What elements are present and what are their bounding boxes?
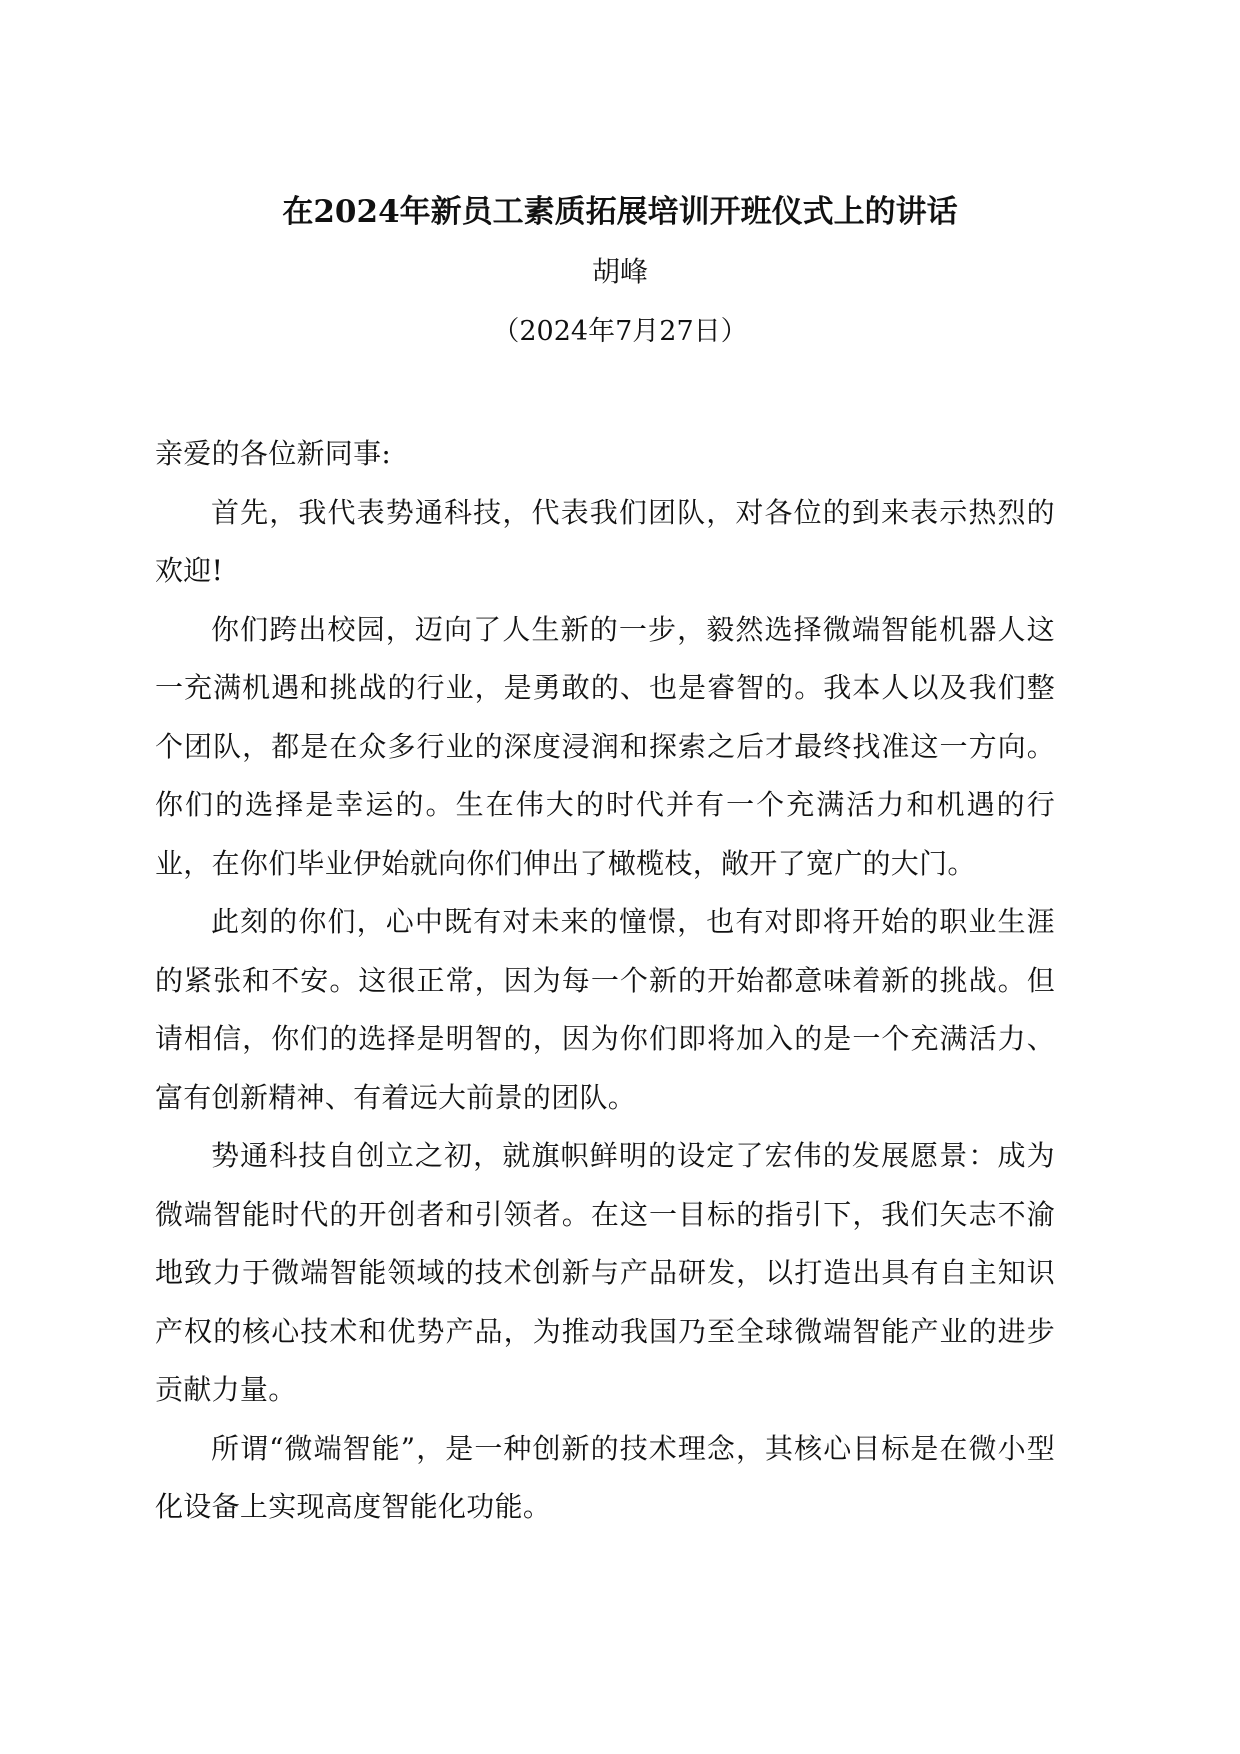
salutation: 亲爱的各位新同事: <box>155 437 392 470</box>
speaker-name: 胡峰 <box>591 255 648 288</box>
speech-date: （2024年7月27日） <box>492 316 748 347</box>
paragraph-choice: 你们跨出校园，迈向了人生新的一步，毅然选择微端智能机器人这一充满机遇和挑战的行业，是勇敢的、也是睿智的。我本人以及我们整个团队，都是在众多行业的深度浸润和探索之后才最终找准这一方向。你们的选择是幸运的。生在伟大的时代并有一个充满活力和机遇的行业，在你们毕业伊始就向你们伸出了橄榄枝，敞开了宽广的大门。 <box>155 612 1055 880</box>
paragraph-welcome: 首先，我代表势通科技，代表我们团队，对各位的到来表示热烈的欢迎! <box>155 495 1055 587</box>
paragraph-definition: 所谓“微端智能”，是一种创新的技术理念，其核心目标是在微小型化设备上实现高度智能化功能。 <box>155 1431 1055 1523</box>
speech-body <box>155 425 1055 1537</box>
paragraph-vision: 势通科技自创立之初，就旗帜鲜明的设定了宏伟的发展愿景：成为微端智能时代的开创者和引领者。在这一目标的指引下，我们矢志不渝地致力于微端智能领域的技术创新与产品研发，以打造出具有自主知识产权的核心技术和优势产品，为推动我国乃至全球微端智能产业的进步贡献力量。 <box>155 1139 1055 1406</box>
speech-title: 在2024年新员工素质拓展培训开班仪式上的讲话 <box>282 194 958 230</box>
paragraph-feelings: 此刻的你们，心中既有对未来的憧憬，也有对即将开始的职业生涯的紧张和不安。这很正常，因为每一个新的开始都意味着新的挑战。但请相信，你们的选择是明智的，因为你们即将加入的是一个充满活力、富有创新精神、有着远大前景的团队。 <box>155 905 1055 1114</box>
